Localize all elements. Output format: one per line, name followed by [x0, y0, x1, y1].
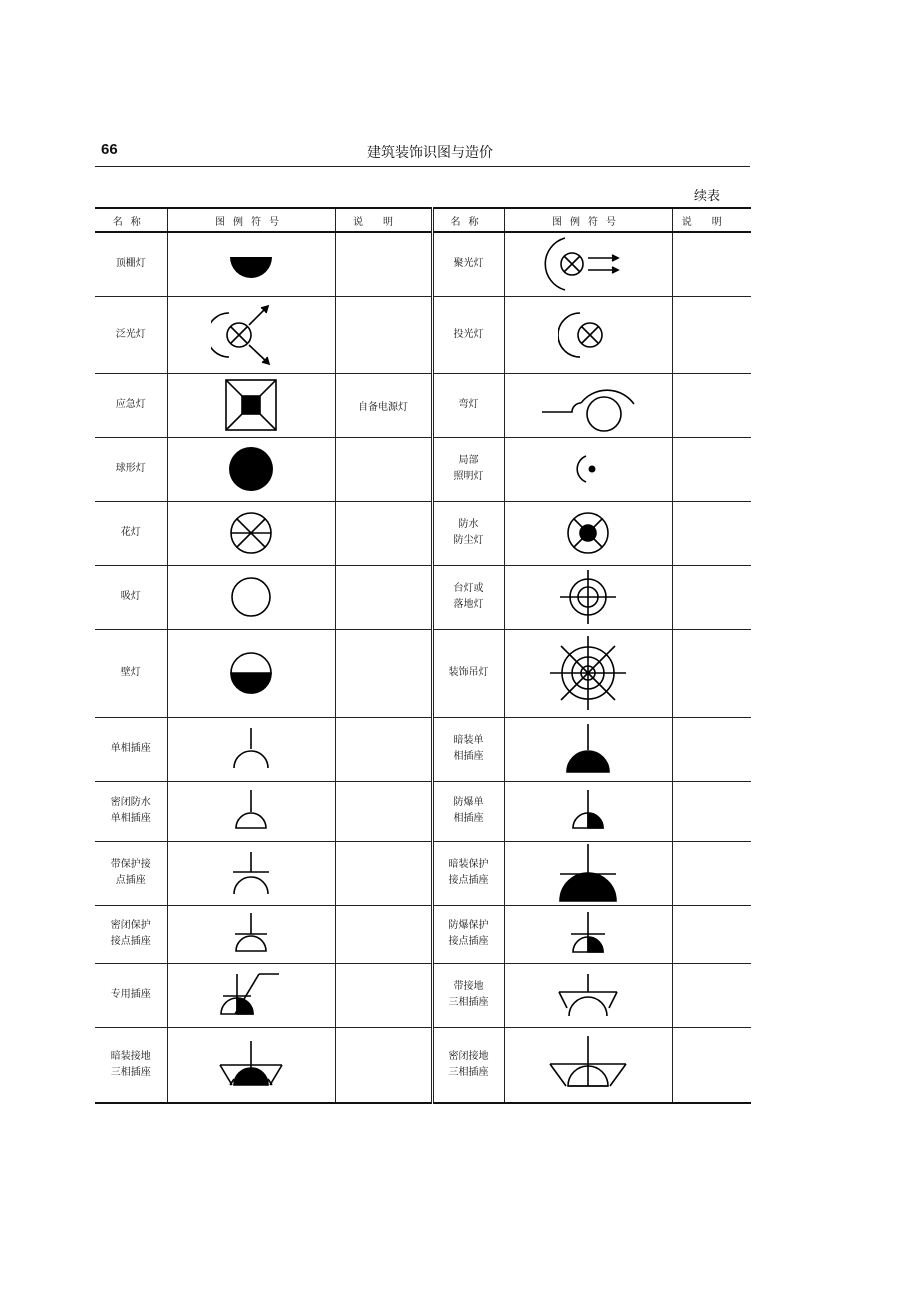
table-row	[95, 963, 751, 1027]
waterproof-light-icon	[563, 508, 613, 558]
symbol-cell	[167, 963, 335, 1027]
row-desc-left	[335, 565, 432, 629]
symbol-cell	[504, 1027, 672, 1103]
symbol-cell	[504, 963, 672, 1027]
row-name-left: 密闭保护 接点插座	[95, 905, 167, 963]
symbol-cell	[167, 841, 335, 905]
row-desc-left	[335, 841, 432, 905]
symbol-cell	[167, 717, 335, 781]
table-row	[95, 781, 751, 841]
row-desc-left	[335, 232, 432, 296]
three-phase-socket-icon	[553, 972, 623, 1018]
row-desc-left	[335, 905, 432, 963]
pendant-light-icon	[547, 633, 629, 713]
row-name-left: 单相插座	[95, 717, 167, 781]
row-name-right: 防爆保护 接点插座	[432, 905, 504, 963]
dedicated-socket-icon	[219, 970, 283, 1020]
row-desc-left	[335, 296, 432, 373]
symbol-cell	[167, 296, 335, 373]
concealed-grounded-socket-icon	[556, 842, 620, 904]
concealed-single-socket-icon	[563, 722, 613, 776]
symbol-cell	[504, 781, 672, 841]
row-desc-right	[672, 565, 751, 629]
row-name-left: 球形灯	[95, 437, 167, 501]
row-desc-right	[672, 781, 751, 841]
symbol-cell	[504, 373, 672, 437]
bent-light-icon	[538, 378, 638, 432]
row-name-right: 防爆单 相插座	[432, 781, 504, 841]
row-desc-right	[672, 963, 751, 1027]
symbol-cell	[504, 232, 672, 296]
row-desc-right	[672, 717, 751, 781]
projector-light-icon	[558, 305, 618, 365]
row-name-right: 密闭接地 三相插座	[432, 1027, 504, 1103]
symbol-cell	[504, 565, 672, 629]
row-name-left: 暗装接地 三相插座	[95, 1027, 167, 1103]
row-desc-left	[335, 781, 432, 841]
row-name-right: 台灯或 落地灯	[432, 565, 504, 629]
symbol-cell	[167, 781, 335, 841]
symbol-cell	[167, 565, 335, 629]
sealed-single-socket-icon	[231, 788, 271, 834]
row-name-right: 局部 照明灯	[432, 437, 504, 501]
row-desc-left	[335, 963, 432, 1027]
chandelier-icon	[226, 508, 276, 558]
table-row	[95, 717, 751, 781]
row-name-left: 应急灯	[95, 373, 167, 437]
concealed-three-phase-socket-icon	[216, 1039, 286, 1091]
table-row	[95, 629, 751, 717]
row-name-right: 弯灯	[432, 373, 504, 437]
row-desc-right	[672, 296, 751, 373]
row-name-right: 暗装单 相插座	[432, 717, 504, 781]
table-row	[95, 232, 751, 296]
legend-table-wrapper	[95, 207, 751, 1104]
globe-light-icon	[225, 443, 277, 495]
sealed-grounded-socket-icon	[231, 911, 271, 957]
symbol-cell	[167, 373, 335, 437]
row-name-right: 投光灯	[432, 296, 504, 373]
table-row	[95, 501, 751, 565]
row-desc-right	[672, 232, 751, 296]
row-name-left: 吸灯	[95, 565, 167, 629]
row-name-left: 顶棚灯	[95, 232, 167, 296]
symbol-cell	[504, 296, 672, 373]
wall-light-icon	[226, 648, 276, 698]
row-name-left: 壁灯	[95, 629, 167, 717]
row-desc-left: 自备电源灯	[335, 373, 432, 437]
row-desc-left	[335, 1027, 432, 1103]
row-name-left: 泛光灯	[95, 296, 167, 373]
row-desc-right	[672, 1027, 751, 1103]
emergency-light-icon	[223, 377, 279, 433]
symbol-cell	[504, 905, 672, 963]
spotlight-icon	[538, 234, 638, 294]
symbol-cell	[167, 437, 335, 501]
row-desc-right	[672, 501, 751, 565]
table-row	[95, 296, 751, 373]
table-row	[95, 1027, 751, 1103]
row-name-left: 花灯	[95, 501, 167, 565]
header-rule	[95, 166, 750, 167]
legend-table	[95, 207, 751, 1104]
header-symbol-right: 图例符号	[504, 208, 672, 232]
ceiling-light-icon	[221, 244, 281, 284]
row-desc-right	[672, 841, 751, 905]
header-desc-left: 说明	[335, 208, 432, 232]
table-row	[95, 905, 751, 963]
symbol-cell	[504, 501, 672, 565]
header-name-right: 名称	[432, 208, 504, 232]
grounded-socket-icon	[226, 848, 276, 898]
symbol-cell	[167, 232, 335, 296]
symbol-cell	[504, 437, 672, 501]
row-desc-right	[672, 629, 751, 717]
row-name-right: 聚光灯	[432, 232, 504, 296]
sealed-three-phase-socket-icon	[546, 1034, 630, 1096]
row-name-left: 密闭防水 单相插座	[95, 781, 167, 841]
row-name-right: 装饰吊灯	[432, 629, 504, 717]
symbol-cell	[504, 717, 672, 781]
table-row	[95, 841, 751, 905]
row-name-right: 带接地 三相插座	[432, 963, 504, 1027]
row-desc-left	[335, 717, 432, 781]
header-desc-right: 说明	[672, 208, 751, 232]
row-name-right: 防水 防尘灯	[432, 501, 504, 565]
row-desc-left	[335, 501, 432, 565]
table-lamp-icon	[556, 567, 620, 627]
explosion-proof-socket-icon	[568, 788, 608, 834]
row-desc-right	[672, 905, 751, 963]
symbol-cell	[504, 629, 672, 717]
header-symbol-left: 图例符号	[167, 208, 335, 232]
header-name-left: 名称	[95, 208, 167, 232]
local-light-icon	[568, 449, 608, 489]
continued-label: 续表	[694, 189, 721, 204]
row-name-right: 暗装保护 接点插座	[432, 841, 504, 905]
table-row	[95, 565, 751, 629]
table-row	[95, 373, 751, 437]
table-row	[95, 437, 751, 501]
row-name-left: 带保护接 点插座	[95, 841, 167, 905]
page-number: 66	[101, 141, 118, 158]
floodlight-icon	[211, 301, 291, 369]
flush-light-icon	[226, 572, 276, 622]
symbol-cell	[167, 1027, 335, 1103]
symbol-cell	[504, 841, 672, 905]
row-desc-right	[672, 437, 751, 501]
row-desc-left	[335, 437, 432, 501]
symbol-cell	[167, 905, 335, 963]
row-desc-right	[672, 373, 751, 437]
single-socket-icon	[226, 724, 276, 774]
symbol-cell	[167, 629, 335, 717]
explosion-proof-grounded-socket-icon	[566, 910, 610, 958]
table-header-row	[95, 208, 751, 232]
book-title: 建筑装饰识图与造价	[367, 145, 493, 161]
row-name-left: 专用插座	[95, 963, 167, 1027]
symbol-cell	[167, 501, 335, 565]
row-desc-left	[335, 629, 432, 717]
